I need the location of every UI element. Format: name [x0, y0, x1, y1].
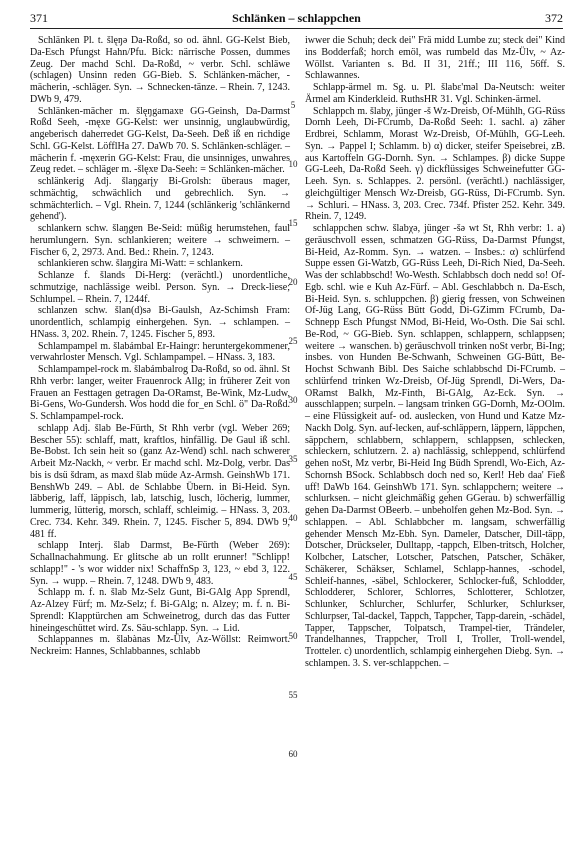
entry-schlanzen: schlanzen schw. šlan(d)sǝ Bi-Gaulsh, Az-Schimsh Fram: unordentlich, schlampig einhergehen. Syn. → schlampen. – HNass. 3, 202. Rhein. 7, 1245. Fischer 5, 893.: [30, 305, 290, 340]
entry-schlapp-aermel: Schlapp-ärmel m. Sg. u. Pl. šlabɛ'mǝl Da-Neutsch: weiter Ärmel am Kinderkleid. RuthsHR 31. Vgl. Schinken-ärmel.: [305, 82, 565, 105]
line-number: 15: [288, 218, 298, 228]
line-number: 10: [288, 159, 298, 169]
line-number: 5: [290, 100, 296, 110]
page-header: [30, 11, 563, 27]
header-rule: [30, 28, 563, 29]
entry-schlapp-adj: schlapp Adj. šlab Be-Fürth, St Rhh verbr (vgl. Weber 269; Bescher 55): schlaff, matt, kraftlos, hinfällig. De Gaul iß schl. Be-Bobst. Ich sein heit so (ganz Az-Wend) schl. nach schwerer Arbeit Mz-Nackh, ~ verbr. Er machd schl. Mz-Dolg, verbr. Das bis is dsü šdram, as maxd šlab müde Az-Armsh. GeinshWb 171. BenshWb 249. – Abl. de Schlabbe Übern. in Bi-Heid. Syn. läbberig, laff, läppisch, lab, latschig, lusch, löcherig, lummer, lummerig, lütterig, morsch, schlaff, schleimig. – HNass. 3, 203. Crec. 734. Kehr. 349. Rhein. 7, 1245. Fischer 5, 894. DWb 9, 481 ff.: [30, 422, 290, 540]
entry-schlanze: Schlanze f. šlands Di-Herg: (verächtl.) unordentliche, schmutzige, nachlässige weibl. Person. Syn. → Dreck-liese; Schlumpel. – Rhein. 7, 1244f.: [30, 270, 290, 305]
line-number: 40: [288, 513, 298, 523]
right-column: [305, 35, 565, 670]
line-number: 60: [288, 749, 298, 759]
entry-schlappch: Schlappch m. šlabχ, jünger -š Wz-Dreisb, Of-Mühlh, GG-Rüss Dornh Leeh, Di-FCrumb, Da-Roßd Seeh: 1. sachl. a) zäher Erdbrei, Schlamm, Morast Wz-Dreisb, Of-Mühlh, GG-Leeh. Syn. → Pappel I; Schlamm. b) α) dicker, steifer Speisebrei, zB. aus Kartoffeln GG-Dornh. Syn. → Schlampes. β) dicke Suppe GG-Leeh, Da-Roßd Seeh. γ) dickflüssiges Schweinefutter GG-Leeh. Syn. s. Schlappes. 2. persönl. (verächtl.) nachlässiger, gleichgültiger Mensch Wz-Dreisb, GG-Rüss, Di-FCrumb. Syn. → Schluri. – HNass. 3, 203. Crec. 734f. Pfister 252. Kehr. 349. Rhein. 7, 1249.: [305, 105, 565, 223]
entry-schlampampel-rock: Schlampampel-rock m. šlabámbalrog Da-Roßd, so od. ähnl. St Rhh verbr: langer, weiter Frauenrock Allg; in früherer Zeit von Frauen an Festtagen getragen Da-ORamst, Be-Wink, Mz-Ludw, Bi-Gens, Wo-Gundersh. Wos hodd die for_en Schl. ö" Da-Roßd. S. Schlampampel-rock.: [30, 364, 290, 422]
line-number: 20: [288, 277, 298, 287]
page-number-left: 371: [30, 11, 48, 25]
line-number: 50: [288, 631, 298, 641]
line-number: 30: [288, 395, 298, 405]
line-number: 45: [288, 572, 298, 582]
line-number: 25: [288, 336, 298, 346]
left-column: [30, 35, 290, 658]
line-number: 35: [288, 454, 298, 464]
entry-schlaenken: Schlänken Pl. t. šlęŋǝ Da-Roßd, so od. ähnl. GG-Kelst Bieb, Da-Esch Pfungst Hahn/Pfu. Bick: närrische Possen, dummes Zeug. Der machd Schl. Da-Roßd, ~ verbr. Schl. schläwe (schlagen) Unsinn reden GG-Bieb. S. Schlänken-mächer, -mächerin, -schläger. Syn. → Schnecken-tänze. – Rhein. 7, 1243. DWb 9, 479.: [30, 35, 290, 105]
running-title: Schlänken – schlappchen: [232, 11, 361, 25]
entry-schlaenken-maecher: Schlänken-mächer m. šlęŋgamaxɐ GG-Geinsh, Da-Darmst Roßd Seeh, -męxɐ GG-Kelst: wer unsinnig, unglaubwürdig, angeberisch daherredet GG-Kelst, Da-Seeh. Deß iß en richdige Schl. GG-Kelst. LöfflHa 27. DaWb 70. S. Schlänken-schläger. – mächerin f. -męxɐrin GG-Kelst: Frau, die unsinniges, unwahres Zeug redet. – schläger m. -šlęxɐ Da-Seeh: = Schlänken-mächer.: [30, 105, 290, 176]
entry-schlampampel: Schlampampel m. šlabámbal Er-Haingr: heruntergekommener, verwahrloster Mensch. Vgl. Schlampampel. – HNass. 3, 183.: [30, 340, 290, 364]
entry-schlankern: schlankern schw. šlaŋgɐn Be-Seid: müßig herumstehen, faul herumlungern. Syn. schlankieren; weitere → schweimern. – Fischer 6, 2, 2973. And. Bed.: Rhein. 7, 1243.: [30, 223, 290, 258]
entry-schlapp-interj: schlapp Interj. šlab Darmst, Be-Fürth (Weber 269): Schallnachahmung. Er glitsche ab un rollt erunner! "Schlipp! schlapp!" - 's wor widder nix! SchaffnSp 3, 123, ~ ebd 3, 122. Syn. → wupp. – Rhein. 7, 1248. DWb 9, 483.: [30, 540, 290, 587]
entry-schlaenkerig: schlänkerig Adj. šlaŋgarįy Bi-Grolsh: überaus mager, schmächtig, schwächlich und gebrechlich. Syn. → schmächterlich. – Vgl. Rhein. 7, 1244 (schlänkerig 'schlänkernd gehend').: [30, 176, 290, 223]
entry-schlappannes-cont: iwwer die Schuh; deck dei" Frä midd Lumbe zu; steck dei" Kind ins Bodderfaß; horch emöl, was rumbeld das Mz-Ülv, ~ Az-Wöllst. Varianten s. Bd. II 31, 21ff.; III 116, 56ff. S. Schlawannes.: [305, 35, 565, 82]
line-number: 55: [288, 690, 298, 700]
entry-schlappannes: Schlappannes m. šlabànas Mz-Ülv, Az-Wöllst: Reimwort. Neckreim: Hannes, Schlabbannes, schlabb: [30, 634, 290, 657]
page-number-right: 372: [545, 11, 563, 25]
entry-schlapp-noun: Schlapp m. f. n. šlab Mz-Selz Gunt, Bi-GAlg App Sprendl, Az-Alzey Fürf; m. Mz-Selz; f. Bi-GAlg; n. Alzey; m. f. n. Bi-Sprendl: Klapptürchen am Schweinetrog, durch das das Futter hineingeschüttet wird. Zs. Säu-schlapp. Syn. → Lid.: [30, 587, 290, 634]
entry-schlankieren: schlankieren schw. šlaŋgira Mi-Watt: = schlankern.: [38, 258, 243, 270]
entry-schlappchen: schlappchen schw. šlabχǝ, jünger -šǝ wt St, Rhh verbr: 1. a) geräuschvoll essen, schmatzen GG-Rüss, Da-Darmst Pfungst, Bi-Heid, Az-Romm. Syn. → watzen. – Insbes.: α) schlürfend Suppe essen Gi-Watzb, GG-Rüss Leeh, Di-Rich Nied, Da-Seeh. Was der schlabbschd! Wo-Westh. Schlabbsch doch nedd so! Of-Egb. schl. wie e Kuh Az-Fürf. – Abl. Geschlabbch n. Da-Esch, Bi-Heid. Syn. s. schluppchen. β) gierig fressen, von Schweinen Of-Jüg Lang, GG-Rüss Bütt Godd, Di-GZimm FCrumb, Da-Schnepp Esch Pfungst NMod, Bi-Heid, Wo-Osth. Die Sai schl. Be-Rod, ~ GG-Bieb. Syn. schlappen, schlappern, schlappsen; weitere → wanschen. b) geräuschvoll trinken noSt verbr, Bi-Ing; insbes. von Hunden Be-Schwanh, Schweinen GG-Bütt, Be-Hochst Schwanh Bibl. Des Saiche schlabbschd Di-FCrumb. – schlürfend trinken Wz-Dreisb, Of-Jüg Sprendl, Di-Wers, Da-ORamst Balkh, Mz-Finth, Bi-GAlg, Az-Eck. Syn. → ausschlappen; surpeln. – langsam trinken GG-Dornh, Mz-OOlm. – eine Flüssigkeit auf- od. auslecken, von Hund und Katze Mz-Nackh Dolg. Syn. auf-lecken, auf-schläppern, läppern, läppchen, säppchern, schlabbern, schlappern, schlappsen, schlecken, schleckern, schlutzern. 2. a) nachlässig, schleppend, schlürfend gehen noSt, Mz verbr, Bi-Heid Ing Büdh Sprendl, Wo-Eich, Az-Schornsh BSock. Schlabbsch doch ned so, Kerl! Heb daa' Fieß uff! DaWb 164. GeinshWb 171. Syn. schlappchern; weitere → schlurksen. – nicht gleichmäßig gehen GGerau. b) schwerfällig gehen Da-Darmst OBeerb. – unbeholfen gehen Mz-Bod. Syn. → schlappen. – Abl. Schlabbcher m. langsam, schwerfällig gehender Mensch Mz-Ebh. Syn. Dameler, Datscher, Dill-täpp, Dotscher, Drückseler, Dulltapp, -tappch, Elben-tritsch, Holcher, Kolbcher, Latscher, Lotscher, Patschen, Patscher, Schäker, Schäkerer, Schäkser, Schlamel, Schlapp-hannes, -schodel, Schleif-hannes, -säbel, Schlockerer, Schlocker-fuß, Schlodder, Schlodderer, Schlorer, Schlorres, Schlotterer, Schlotzer, Schlunker, Schlurcher, Schlurfer, Schlurker, Schlurkser, Schlurpser, Tal-dackel, Tappch, Tappcher, Tapp-darein, -schädel, Tapper, Tappscher, Tolpatsch, Trampel-tier, Trändeler, Trandelhannes, Trappcher, Troll I, Troller, Troll-wendel, Trotteler. c) unordentlich, schlampig einhergehen Diebg. Syn. → schlampen. 3. S. ver-schlappchen. –: [305, 223, 565, 669]
